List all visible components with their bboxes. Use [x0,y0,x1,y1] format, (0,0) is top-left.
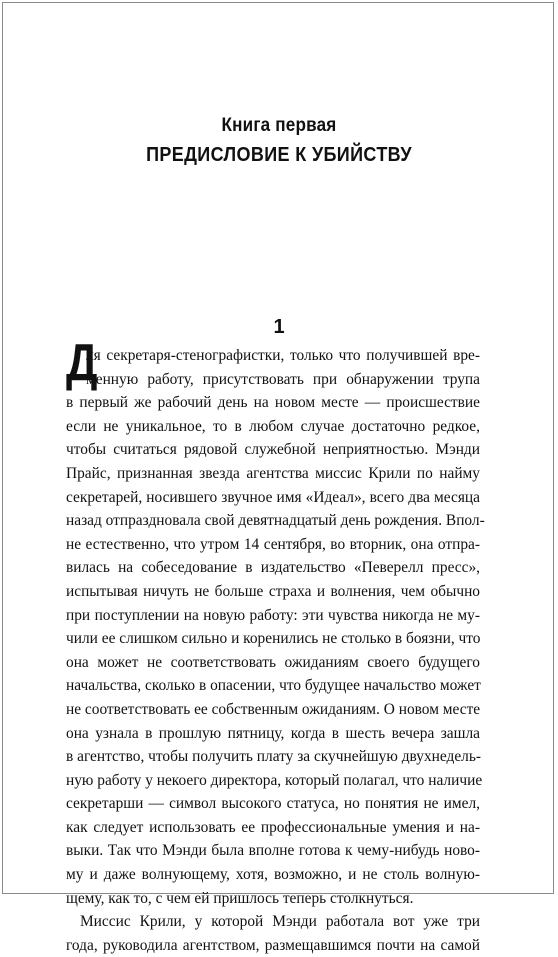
body-text [66,344,485,957]
book-part-title: ПРЕДИСЛОВИЕ К УБИЙСТВУ [146,144,412,166]
text-line: она может не соответствовать ожиданиям своего будущего [66,653,480,671]
text-line: в агентство, чтобы получить плату за скучнейшую двухнедель- [66,748,482,766]
chapter-number: 1 [273,316,285,338]
text-line: в первый же рабочий день на новом месте — происшествие [66,394,480,412]
text-line: не соответствовать ее собственным ожиданиям. О новом месте [66,700,481,718]
text-line: назад отпраздновала свой девятнадцатый день рождения. Впол- [66,512,485,530]
text-line: при поступлении на новую работу: эти чувства никогда не му- [66,606,480,624]
text-line: ную работу у некоего директора, который полагал, что наличие [66,771,483,789]
book-part-label: Книга первая [221,115,337,136]
text-line: Прайс, признанная звезда агентства миссис Крили по найму [66,464,480,482]
text-line: секретарей, носившего звучное имя «Идеал», всего два месяца [66,488,480,506]
drop-cap-letter: Д [66,334,98,392]
text-line: она узнала в прошлую пятницу, когда в шесть вечера зашла [66,724,480,742]
text-line: щему, как то, с чем ей пришлось теперь столкнуться. [66,889,414,907]
text-line: менную работу, присутствовать при обнаружении трупа [86,370,480,388]
text-line: не естественно, что утром 14 сентября, во вторник, она отпра- [66,535,480,553]
text-line: как следует использовать ее профессиональные умения и на- [66,818,480,836]
text-line: Миссис Крили, у которой Мэнди работала вот уже три [80,913,480,931]
text-line: если не уникальное, то в любом случае достаточно редкое, [66,417,480,435]
text-line: года, руководила агентством, размещавшимся почти на самой [66,936,480,954]
text-line: му и даже волнующему, хотя, возможно, и не столь волную- [66,866,480,884]
text-line: испытывая ничуть не больше страха и волнения, чем обычно [66,582,480,600]
text-line: секретарши — символ высокого статуса, но понятия не имел, [66,795,480,813]
text-line: ля секретаря-стенографистки, только что получившей вре- [86,347,480,364]
text-line: чтобы считаться рядовой служебной неприятностью. Мэнди [66,441,480,459]
text-line: начальства, сколько в опасении, что будущее начальство может [66,677,481,695]
text-line: вилась на собеседование в издательство «Певерелл пресс», [66,559,480,577]
text-line: выки. Так что Мэнди была вполне готова к чему-нибудь ново- [66,842,480,860]
text-line: чили ее слишком сильно и коренились не столько в боязни, что [66,630,481,648]
